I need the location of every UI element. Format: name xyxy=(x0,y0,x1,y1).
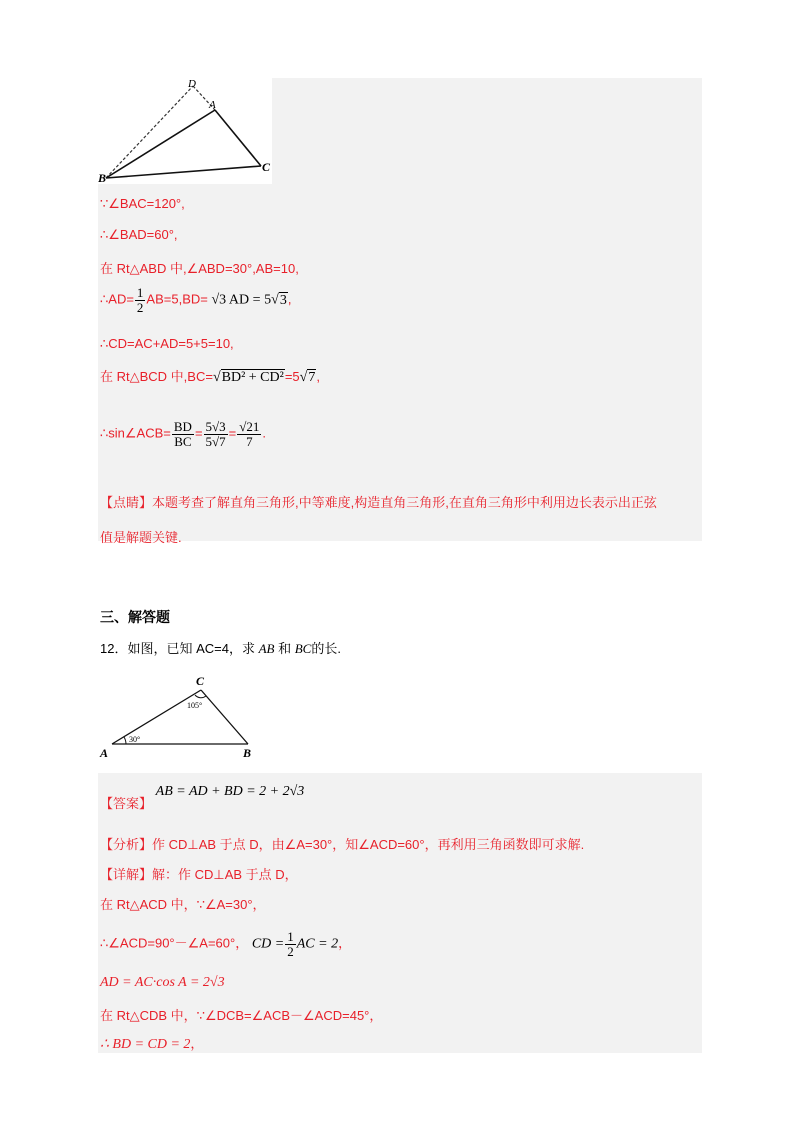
detail-line: 【详解】解：作 CD⊥AB 于点 D， xyxy=(100,867,298,882)
question-text: 12．如图，已知 AC=4，求 AB 和 BC的长. xyxy=(100,641,341,656)
solution-line-2: ∴∠BAD=60°, xyxy=(100,227,178,242)
d2-fraction: $\frac{1}{2}$ xyxy=(287,929,294,959)
answer-label: 【答案】 xyxy=(100,796,153,811)
comment-line-2: 值是解题关键. xyxy=(100,530,182,545)
detail-line-4: 在 Rt△CDB 中，∵∠DCB=∠ACB－∠ACD=45°， xyxy=(100,1008,383,1023)
solution-line-3: 在 Rt△ABD 中,∠ABD=30°,AB=10, xyxy=(100,261,299,276)
answer-line xyxy=(100,780,305,811)
line7-fraction-1: $\frac{BD}{BC}$ xyxy=(173,419,192,449)
solution-line-6: 在 Rt△BCD 中,BC=√BD² + CD²=5√7, xyxy=(100,369,320,385)
line4-mid: AB=5,BD= xyxy=(146,291,208,307)
detail-line-1: 在 Rt△ACD 中，∵∠A=30°， xyxy=(100,897,266,912)
solution-line-4: ∴AD= $\frac{1}{2}$ AB=5,BD= √3 AD = 5√3, xyxy=(100,285,292,315)
triangle-figure-1 xyxy=(98,78,272,184)
line4-formula: √3 AD = xyxy=(211,292,261,308)
detail-line-3: AD = AC·cos A = 2√3 xyxy=(100,975,225,990)
line7-fraction-2: $\frac{5√3}{5√7}$ xyxy=(205,419,226,449)
fig1-label-a: A xyxy=(209,99,216,111)
comment-line-1: 【点睛】本题考查了解直角三角形,中等难度,构造直角三角形,在直角三角形中利用边长表示出正弦 xyxy=(100,495,657,510)
line4-result: 5√3 xyxy=(264,292,287,308)
fig2-angle-c: 105° xyxy=(187,701,203,710)
solution-line-1: ∵∠BAC=120°, xyxy=(100,196,185,211)
fig1-label-d: D xyxy=(188,78,196,90)
fig2-angle-a: 30° xyxy=(129,735,141,744)
detail-line-2: ∴∠ACD=90°－∠A=60°， CD = $\frac{1}{2}$ AC = 2， xyxy=(100,929,352,959)
line6-radical-2: √7 xyxy=(299,370,316,385)
section-title: 三、解答题 xyxy=(100,609,170,625)
fig1-label-b: B xyxy=(98,171,107,184)
fig2-label-b: B xyxy=(243,746,252,760)
line7-fraction-3: $\frac{√21}{7}$ xyxy=(239,419,260,449)
fig2-label-a: A xyxy=(100,746,109,760)
solution-line-5: ∴CD=AC+AD=5+5=10, xyxy=(100,336,234,351)
triangle-figure-2 xyxy=(98,668,268,768)
fig2-label-c: C xyxy=(196,674,205,688)
detail-line-5: ∴ BD = CD = 2， xyxy=(100,1036,204,1052)
fig1-label-c: C xyxy=(262,160,271,174)
line6-radical: √BD² + CD² xyxy=(212,370,284,385)
line4-prefix: ∴AD= xyxy=(100,291,134,307)
answer-formula: AB = AD + BD = 2 + 2√3 xyxy=(155,784,305,799)
analysis-line: 【分析】作 CD⊥AB 于点 D，由∠A=30°，知∠ACD=60°，再利用三角函数即可求解. xyxy=(100,837,585,852)
solution-line-7: ∴sin∠ACB= $\frac{BD}{BC}$ = $\frac{5√3}{5√7}$ = $\frac{√21}{7}$ . xyxy=(100,419,267,449)
line4-fraction: $\frac{1}{2}$ xyxy=(136,285,144,315)
